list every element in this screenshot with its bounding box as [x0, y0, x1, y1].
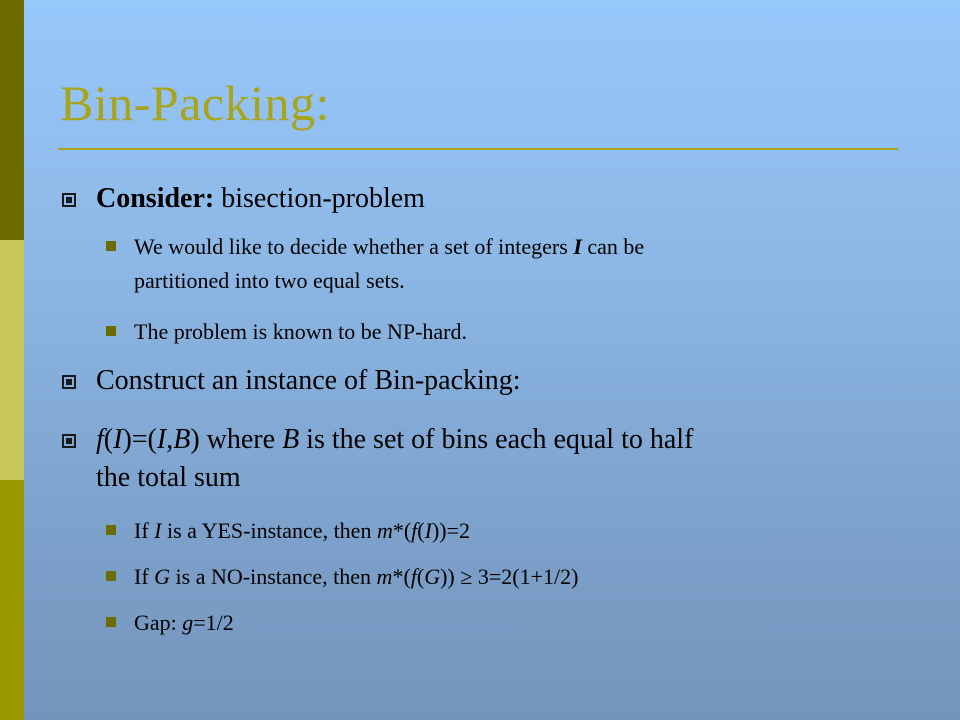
text: *( [392, 518, 412, 543]
text: can be [581, 234, 645, 259]
var-m: m [376, 518, 393, 543]
bullet-consider [96, 182, 906, 216]
small-square-bullet-icon [106, 571, 116, 581]
small-square-bullet-icon [106, 326, 116, 336]
var-B: B [282, 424, 300, 455]
square-bullet-icon [62, 434, 76, 448]
small-square-bullet-icon [106, 525, 116, 535]
text: is a NO-instance, then [170, 564, 377, 589]
text: , [166, 424, 174, 455]
text: the total sum [96, 462, 241, 493]
bullet-lead: Consider: [96, 183, 215, 214]
text: The problem is known to be NP-hard. [134, 319, 467, 344]
text: )=( [122, 424, 157, 455]
text: =1/2 [193, 610, 234, 635]
sub-bullet-decide [134, 230, 894, 298]
square-bullet-icon [62, 193, 76, 207]
text: ( [416, 564, 425, 589]
var-I: I [113, 424, 123, 455]
var-B: B [173, 424, 191, 455]
sub-bullet-yes-instance [134, 514, 894, 548]
slide-title: Bin-Packing: [60, 75, 330, 131]
text: partitioned into two equal sets. [134, 268, 405, 293]
bullet-text: bisection-problem [214, 183, 425, 214]
var-f: f [96, 424, 104, 455]
var-G: G [424, 564, 441, 589]
var-m: m [376, 564, 393, 589]
text: is a YES-instance, then [161, 518, 377, 543]
var-f: f [410, 564, 417, 589]
sub-bullet-np-hard [134, 315, 894, 349]
text: ( [417, 518, 425, 543]
sub-bullet-gap [134, 606, 894, 640]
text: If [134, 518, 155, 543]
bullet-fI [96, 421, 906, 497]
text: where [199, 424, 283, 455]
text: Gap: [134, 610, 183, 635]
small-square-bullet-icon [106, 241, 116, 251]
var-I: I [424, 518, 432, 543]
text: is the set of bins each equal to half [299, 424, 694, 455]
geq-symbol: ≥ [454, 564, 478, 589]
text: )) [440, 564, 455, 589]
square-bullet-icon [62, 375, 76, 389]
var-f: f [411, 518, 418, 543]
text: ))=2 [431, 518, 471, 543]
text: 3=2(1+1/2) [477, 564, 579, 589]
sub-bullet-no-instance [134, 560, 894, 594]
text: ( [103, 424, 114, 455]
var-G: G [154, 564, 171, 589]
var-I: I [573, 234, 582, 259]
text: If [134, 564, 155, 589]
text: ) [190, 424, 200, 455]
var-I: I [154, 518, 162, 543]
text: We would like to decide whether a set of integers [134, 234, 574, 259]
small-square-bullet-icon [106, 617, 116, 627]
text: *( [392, 564, 411, 589]
var-g: g [182, 610, 194, 635]
bullet-text: Construct an instance of Bin-packing: [96, 365, 521, 396]
var-I: I [156, 424, 167, 455]
bullet-construct [96, 364, 906, 398]
